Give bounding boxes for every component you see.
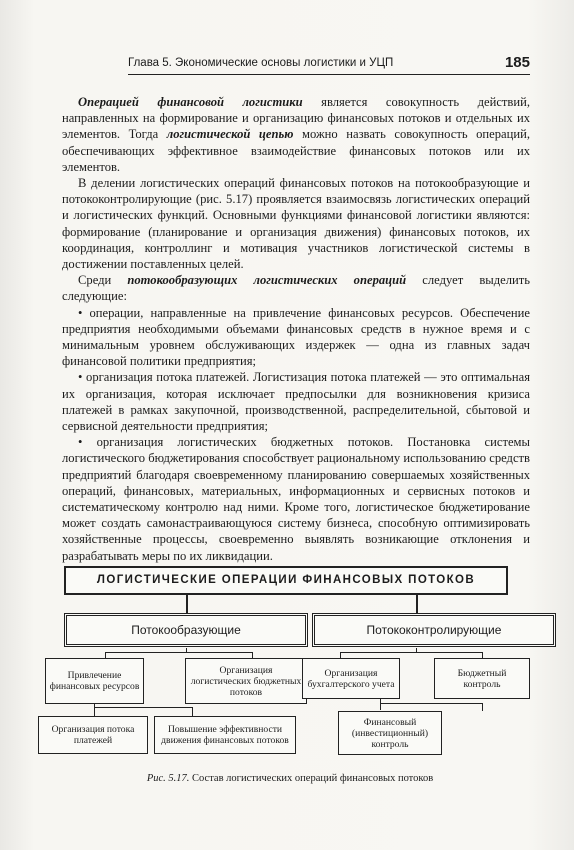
financial-control-box: Финансовый (инвестиционный) контроль (338, 711, 442, 755)
budget-control-box: Бюджетный контроль (434, 658, 530, 699)
defined-term: потокообразующих логистических операций (127, 273, 407, 288)
bullet-item: • организация логистических бюджетных потоков. Постановка системы логистического бюджетирования способствует рациональному использованию средств предприятий благодаря своевременному планированию совершаемых хозяйственных операций, финансовых, материальных, информационных и сервисных потоков и систематическому контролю над ними. Кроме того, логистическое бюджетирование может создать самонастраивающуюся систему бизнеса, способную оптимизировать хозяйственные процессы, своевременно выявлять возникающие отклонения и разрабатывать меры по их ликвидации. (62, 435, 530, 563)
flow-forming-box: Потокообразующие (64, 613, 308, 647)
chapter-title: Глава 5. Экономические основы логистики и УЦП (128, 57, 394, 69)
page-number: 185 (504, 54, 530, 71)
bullet-item: • операции, направленные на привлечение финансовых ресурсов. Обеспечение предприятия необходимыми объемами финансовых средств в нужное время и с минимальным уровнем обслуживающих издержек — одна из главных задач финансовой политики предприятия; (62, 305, 530, 369)
figure-caption: Рис. 5.17. Состав логистических операций финансовых потоков (146, 773, 434, 784)
accounting-box: Организация бухгалтерского учета (302, 658, 400, 699)
paragraph: Операцией финансовой логистики является совокупность действий, направленных на формирование и организацию финансовых потоков и отдельных их элементов. Тогда логистической цепью можно назвать совокупность операций, обеспечивающих эффективное взаимодействие финансовых потоков или их элементов. (62, 95, 530, 174)
operations-diagram (30, 565, 542, 765)
efficiency-box: Повышение эффективности движения финансовых потоков (154, 716, 296, 754)
running-header (128, 56, 530, 75)
paragraph: В делении логистических операций финансовых потоков на потокообразующие и потококонтролирующие (рис. 5.17) проявляется взаимосвязь логистических операций и логистических функций. Основными функциями финансовой логистики являются: формирование (планирование и организация движения) финансовых потоков, их координация, контроллинг и мотивация участников логистической системы в достижении поставленных целей. (62, 176, 530, 272)
bullet-item: • организация потока платежей. Логистизация потока платежей — это оптимальная их организация, которая исключает предпосылки для возникновения кризиса платежей в рамках закупочной, производственной, распределительной, сбытовой и сервисной деятельности предприятия; (62, 370, 530, 434)
paragraph: Среди потокообразующих логистических операций следует выделить следующие: (62, 273, 530, 304)
body-text (62, 94, 530, 564)
diagram-title-box: ЛОГИСТИЧЕСКИЕ ОПЕРАЦИИ ФИНАНСОВЫХ ПОТОКОВ (64, 566, 508, 595)
flow-controlling-box: Потококонтролирующие (312, 613, 556, 647)
attract-resources-box: Привлечение финансовых ресурсов (45, 658, 144, 704)
defined-term: логистической цепью (166, 127, 294, 142)
budget-flows-box: Организация логистических бюджетных потоков (185, 658, 307, 704)
payments-box: Организация потока платежей (38, 716, 148, 754)
defined-term: Операцией финансовой логистики (78, 95, 303, 109)
